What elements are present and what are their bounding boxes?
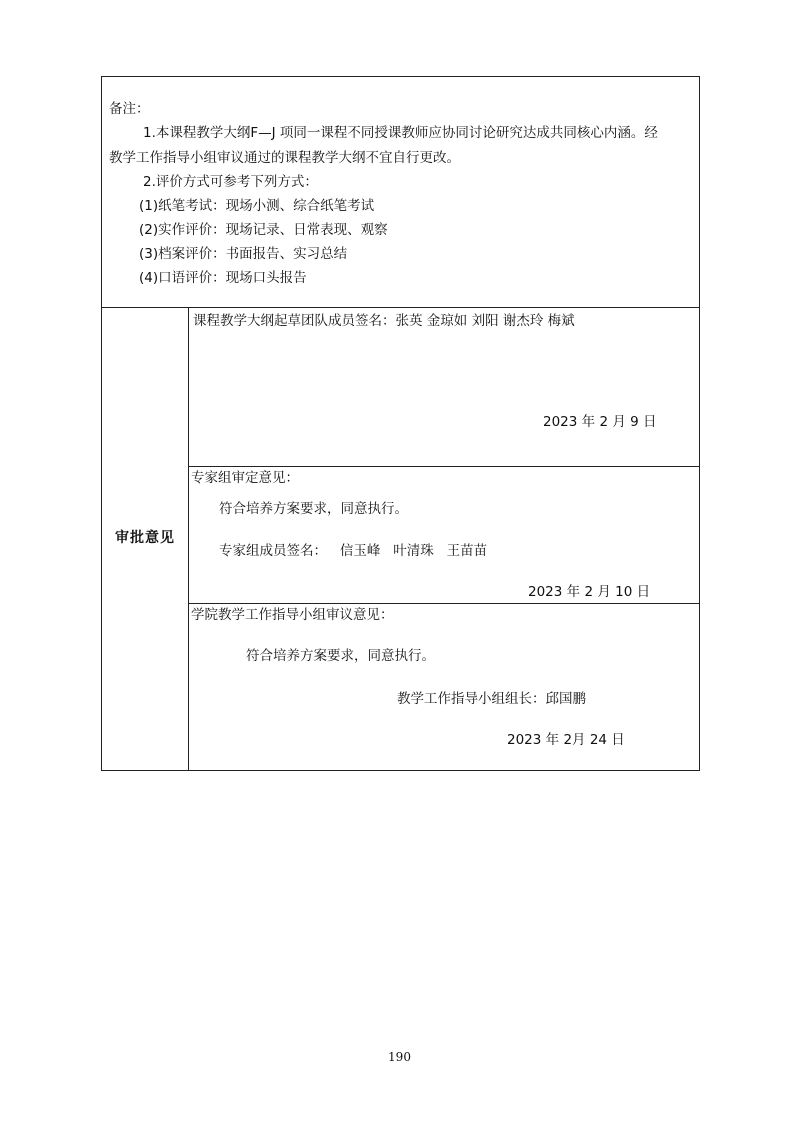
notes-item-1-line-1: 1.本课程教学大纲F—J 项同一课程不同授课教师应协同讨论研究达成共同核心内涵。经	[143, 125, 658, 141]
drafting-team-signatures: 课程教学大纲起草团队成员签名：张英 金琼如 刘阳 谢杰玲 梅斌	[193, 313, 575, 329]
notes-item-1-line-2: 教学工作指导小组审议通过的课程教学大纲不宜自行更改。	[109, 150, 460, 166]
expert-date: 2023 年 2 月 10 日	[528, 584, 651, 600]
approval-form-table	[101, 76, 700, 771]
notes-section	[102, 77, 699, 308]
evaluation-method-1: (1)纸笔考试：现场小测、综合纸笔考试	[139, 198, 375, 214]
expert-signatures: 专家组成员签名： 信玉峰 叶清珠 王苗苗	[219, 543, 488, 559]
college-group-leader-signature: 教学工作指导小组组长：邱国鹏	[397, 691, 586, 707]
approval-label: 审批意见	[115, 530, 175, 546]
evaluation-method-3: (3)档案评价：书面报告、实习总结	[139, 246, 348, 262]
expert-review-cell	[189, 467, 699, 604]
college-review-opinion: 符合培养方案要求，同意执行。	[246, 648, 435, 664]
college-review-date: 2023 年 2月 24 日	[507, 732, 625, 748]
notes-item-2: 2.评价方式可参考下列方式：	[143, 174, 318, 190]
expert-review-opinion: 符合培养方案要求，同意执行。	[219, 501, 408, 517]
college-review-title: 学院教学工作指导小组审议意见：	[191, 607, 394, 623]
drafting-date: 2023 年 2 月 9 日	[543, 414, 657, 430]
evaluation-method-4: (4)口语评价：现场口头报告	[139, 270, 307, 286]
college-review-cell	[189, 604, 699, 770]
notes-heading: 备注：	[109, 101, 150, 117]
expert-review-title: 专家组审定意见：	[191, 470, 299, 486]
drafting-team-cell	[189, 308, 699, 467]
approval-label-cell	[102, 308, 189, 770]
evaluation-method-2: (2)实作评价：现场记录、日常表现、观察	[139, 222, 388, 238]
page-number: 190	[388, 1050, 411, 1064]
